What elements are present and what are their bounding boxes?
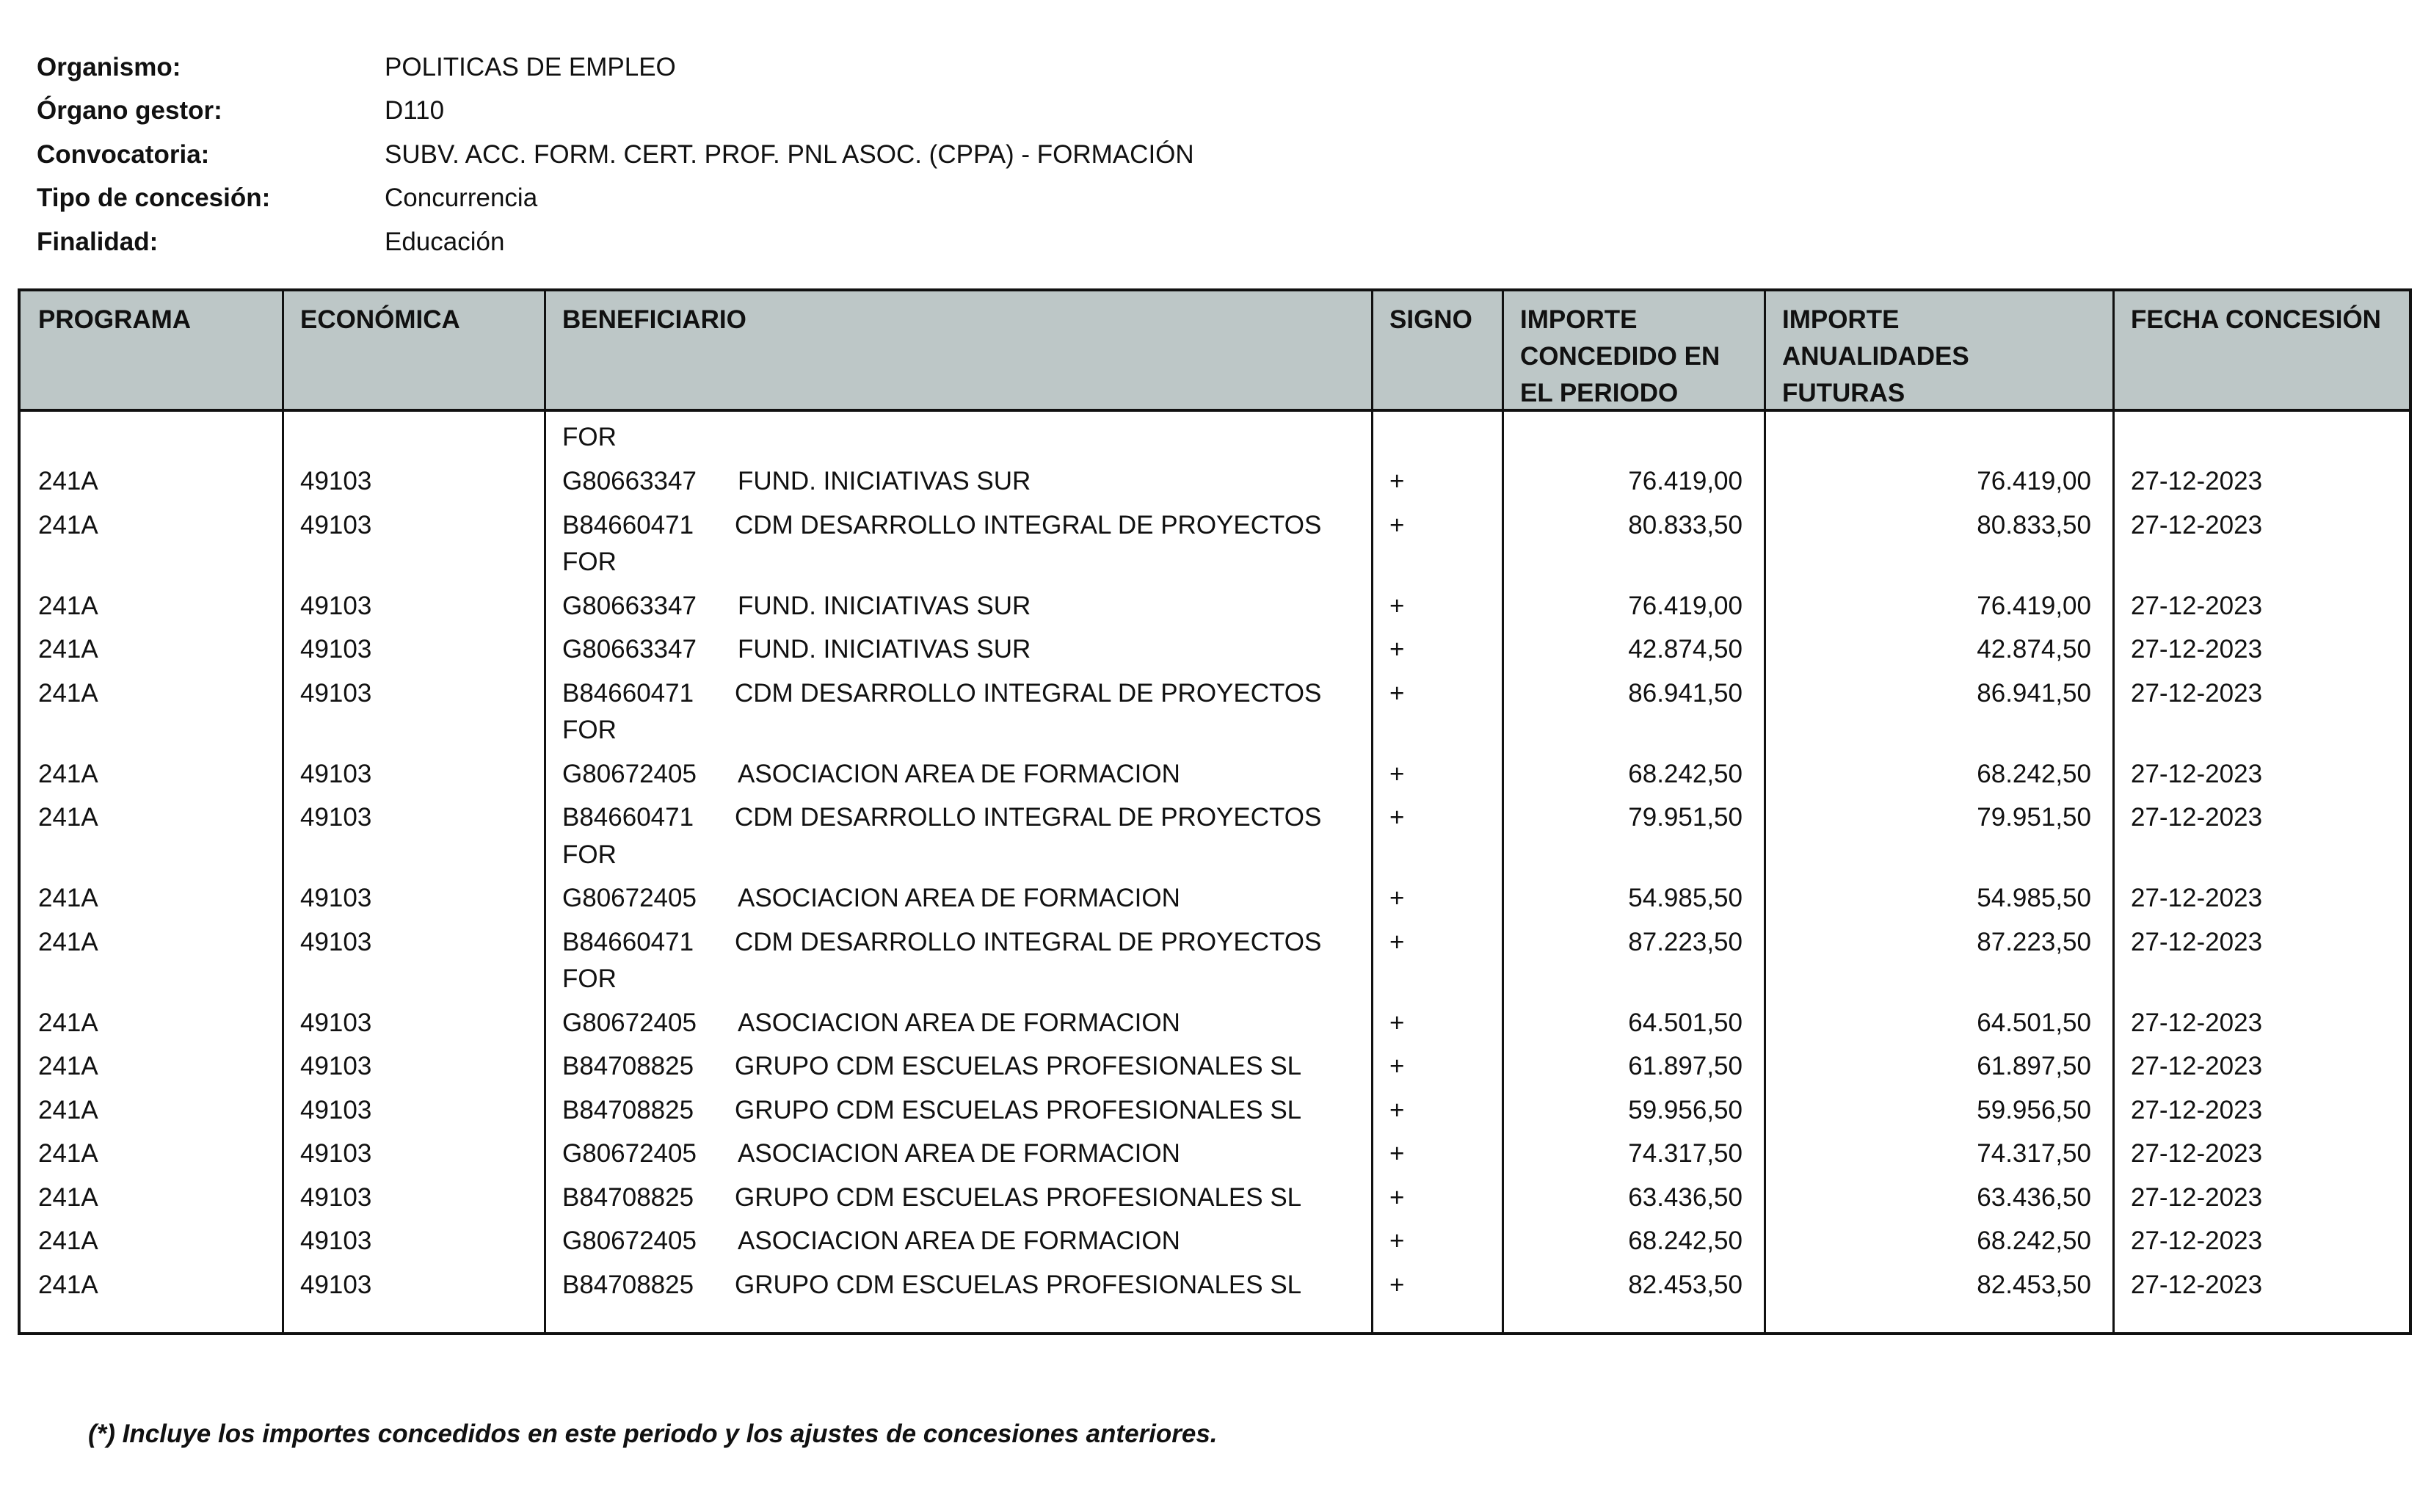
column-divider bbox=[282, 291, 284, 1332]
cell-importe-futuras: 54.985,50 bbox=[1977, 884, 2091, 912]
footnote: (*) Incluye los importes concedidos en este periodo y los ajustes de concesiones anteriores. bbox=[88, 1420, 1218, 1448]
cell-programa: 241A bbox=[38, 1095, 98, 1124]
cell-fecha: 27-12-2023 bbox=[2131, 1226, 2263, 1255]
cell-importe-periodo: 64.501,50 bbox=[1628, 1008, 1743, 1037]
cell-signo: + bbox=[1389, 591, 1405, 620]
cell-nif: B84708825 bbox=[562, 1095, 694, 1124]
cell-economica: 49103 bbox=[300, 803, 372, 832]
cell-programa: 241A bbox=[38, 591, 98, 620]
cell-fecha: 27-12-2023 bbox=[2131, 1095, 2263, 1124]
cell-programa: 241A bbox=[38, 510, 98, 539]
cell-programa: 241A bbox=[38, 467, 98, 495]
cell-importe-futuras: 87.223,50 bbox=[1977, 927, 2091, 956]
header-row-tipo-concesion bbox=[37, 177, 1194, 221]
cell-programa: 241A bbox=[38, 1139, 98, 1168]
cell-beneficiario-nombre: ASOCIACION AREA DE FORMACION bbox=[738, 1139, 1180, 1168]
document-header bbox=[37, 46, 1194, 264]
cell-fecha: 27-12-2023 bbox=[2131, 467, 2263, 495]
cell-signo: + bbox=[1389, 1139, 1405, 1168]
tipo-concesion-label: Tipo de concesión: bbox=[37, 183, 271, 213]
cell-signo: + bbox=[1389, 510, 1405, 539]
cell-beneficiario-nombre: ASOCIACION AREA DE FORMACION bbox=[738, 759, 1180, 788]
cell-beneficiario-nombre: FUND. INICIATIVAS SUR bbox=[738, 467, 1031, 495]
cell-economica: 49103 bbox=[300, 759, 372, 788]
cell-economica: 49103 bbox=[300, 467, 372, 495]
cell-programa: 241A bbox=[38, 635, 98, 664]
cell-economica: 49103 bbox=[300, 1095, 372, 1124]
cell-nif: B84708825 bbox=[562, 1270, 694, 1299]
cell-beneficiario-continuation: FOR bbox=[562, 964, 617, 993]
organismo-label: Organismo: bbox=[37, 52, 181, 81]
cell-importe-futuras: 76.419,00 bbox=[1977, 467, 2091, 495]
cell-nif: B84708825 bbox=[562, 1052, 694, 1080]
cell-fecha: 27-12-2023 bbox=[2131, 510, 2263, 539]
cell-beneficiario-continuation: FOR bbox=[562, 840, 617, 869]
cell-importe-futuras: 68.242,50 bbox=[1977, 759, 2091, 788]
cell-beneficiario-nombre: ASOCIACION AREA DE FORMACION bbox=[738, 1008, 1180, 1037]
cell-importe-futuras: 79.951,50 bbox=[1977, 803, 2091, 832]
cell-importe-futuras: 61.897,50 bbox=[1977, 1052, 2091, 1080]
cell-importe-periodo: 68.242,50 bbox=[1628, 759, 1743, 788]
table-header bbox=[21, 291, 2409, 412]
cell-programa: 241A bbox=[38, 1008, 98, 1037]
cell-beneficiario-nombre: GRUPO CDM ESCUELAS PROFESIONALES SL bbox=[735, 1182, 1302, 1212]
column-header-economica: ECONÓMICA bbox=[300, 305, 460, 334]
column-header-importe-futuras: IMPORTE ANUALIDADES FUTURAS bbox=[1782, 305, 1969, 407]
cell-signo: + bbox=[1389, 884, 1405, 912]
cell-importe-futuras: 74.317,50 bbox=[1977, 1139, 2091, 1168]
cell-nif: B84660471 bbox=[562, 927, 694, 956]
grants-table bbox=[18, 288, 2412, 1335]
cell-signo: + bbox=[1389, 1095, 1405, 1124]
cell-programa: 241A bbox=[38, 759, 98, 788]
cell-economica: 49103 bbox=[300, 1052, 372, 1080]
cell-nif: G80672405 bbox=[562, 1139, 697, 1168]
cell-economica: 49103 bbox=[300, 884, 372, 912]
cell-fecha: 27-12-2023 bbox=[2131, 759, 2263, 788]
cell-beneficiario-nombre: GRUPO CDM ESCUELAS PROFESIONALES SL bbox=[735, 1052, 1302, 1080]
cell-nif: G80672405 bbox=[562, 1008, 697, 1037]
cell-programa: 241A bbox=[38, 678, 98, 708]
cell-economica: 49103 bbox=[300, 510, 372, 539]
cell-beneficiario-continuation: FOR bbox=[562, 548, 617, 576]
cell-economica: 49103 bbox=[300, 678, 372, 708]
cell-programa: 241A bbox=[38, 1182, 98, 1212]
convocatoria-value: SUBV. ACC. FORM. CERT. PROF. PNL ASOC. (CPPA) - FORMACIÓN bbox=[385, 139, 1194, 169]
cell-nif: B84660471 bbox=[562, 803, 694, 832]
cell-importe-periodo: 76.419,00 bbox=[1628, 467, 1743, 495]
cell-beneficiario-nombre: CDM DESARROLLO INTEGRAL DE PROYECTOS bbox=[735, 927, 1322, 956]
cell-programa: 241A bbox=[38, 1052, 98, 1080]
cell-nif: G80663347 bbox=[562, 635, 697, 664]
cell-importe-futuras: 42.874,50 bbox=[1977, 635, 2091, 664]
cell-importe-periodo: 74.317,50 bbox=[1628, 1139, 1743, 1168]
cell-signo: + bbox=[1389, 1226, 1405, 1255]
cell-fecha: 27-12-2023 bbox=[2131, 1270, 2263, 1299]
cell-importe-futuras: 86.941,50 bbox=[1977, 678, 2091, 708]
convocatoria-label: Convocatoria: bbox=[37, 139, 210, 169]
cell-beneficiario-nombre: GRUPO CDM ESCUELAS PROFESIONALES SL bbox=[735, 1270, 1302, 1299]
cell-signo: + bbox=[1389, 635, 1405, 664]
header-row-finalidad bbox=[37, 220, 1194, 264]
cell-nif: G80663347 bbox=[562, 591, 697, 620]
cell-beneficiario-nombre: FUND. INICIATIVAS SUR bbox=[738, 591, 1031, 620]
column-header-programa: PROGRAMA bbox=[38, 305, 192, 334]
continuation-text: FOR bbox=[562, 423, 617, 451]
cell-importe-periodo: 63.436,50 bbox=[1628, 1182, 1743, 1212]
cell-economica: 49103 bbox=[300, 1182, 372, 1212]
cell-fecha: 27-12-2023 bbox=[2131, 591, 2263, 620]
cell-importe-periodo: 76.419,00 bbox=[1628, 591, 1743, 620]
cell-economica: 49103 bbox=[300, 1226, 372, 1255]
header-row-organo-gestor bbox=[37, 90, 1194, 134]
cell-programa: 241A bbox=[38, 1226, 98, 1255]
column-header-signo: SIGNO bbox=[1389, 305, 1472, 334]
cell-importe-futuras: 68.242,50 bbox=[1977, 1226, 2091, 1255]
cell-beneficiario-nombre: CDM DESARROLLO INTEGRAL DE PROYECTOS bbox=[735, 803, 1322, 832]
cell-importe-futuras: 80.833,50 bbox=[1977, 510, 2091, 539]
cell-importe-futuras: 63.436,50 bbox=[1977, 1182, 2091, 1212]
cell-nif: G80672405 bbox=[562, 1226, 697, 1255]
column-divider bbox=[1502, 291, 1504, 1332]
cell-importe-periodo: 68.242,50 bbox=[1628, 1226, 1743, 1255]
cell-importe-periodo: 61.897,50 bbox=[1628, 1052, 1743, 1080]
cell-economica: 49103 bbox=[300, 591, 372, 620]
cell-importe-periodo: 59.956,50 bbox=[1628, 1095, 1743, 1124]
cell-beneficiario-continuation: FOR bbox=[562, 716, 617, 744]
organismo-value: POLITICAS DE EMPLEO bbox=[385, 52, 676, 81]
cell-importe-futuras: 59.956,50 bbox=[1977, 1095, 2091, 1124]
cell-nif: G80672405 bbox=[562, 884, 697, 912]
cell-importe-periodo: 82.453,50 bbox=[1628, 1270, 1743, 1299]
finalidad-label: Finalidad: bbox=[37, 227, 159, 256]
finalidad-value: Educación bbox=[385, 227, 505, 256]
column-divider bbox=[2112, 291, 2115, 1332]
column-divider bbox=[544, 291, 546, 1332]
cell-signo: + bbox=[1389, 1008, 1405, 1037]
cell-importe-periodo: 80.833,50 bbox=[1628, 510, 1743, 539]
cell-importe-futuras: 76.419,00 bbox=[1977, 591, 2091, 620]
cell-signo: + bbox=[1389, 1270, 1405, 1299]
organo-gestor-label: Órgano gestor: bbox=[37, 96, 222, 126]
cell-signo: + bbox=[1389, 1052, 1405, 1080]
cell-programa: 241A bbox=[38, 927, 98, 956]
cell-importe-periodo: 79.951,50 bbox=[1628, 803, 1743, 832]
cell-economica: 49103 bbox=[300, 927, 372, 956]
header-row-convocatoria bbox=[37, 133, 1194, 177]
cell-signo: + bbox=[1389, 927, 1405, 956]
cell-fecha: 27-12-2023 bbox=[2131, 678, 2263, 708]
cell-nif: G80672405 bbox=[562, 759, 697, 788]
cell-importe-periodo: 42.874,50 bbox=[1628, 635, 1743, 664]
cell-beneficiario-nombre: GRUPO CDM ESCUELAS PROFESIONALES SL bbox=[735, 1095, 1302, 1124]
cell-fecha: 27-12-2023 bbox=[2131, 803, 2263, 832]
column-divider bbox=[1371, 291, 1373, 1332]
cell-fecha: 27-12-2023 bbox=[2131, 884, 2263, 912]
cell-nif: B84660471 bbox=[562, 510, 694, 539]
organo-gestor-value: D110 bbox=[385, 96, 445, 126]
cell-economica: 49103 bbox=[300, 1008, 372, 1037]
cell-nif: B84708825 bbox=[562, 1182, 694, 1212]
cell-importe-periodo: 86.941,50 bbox=[1628, 678, 1743, 708]
cell-fecha: 27-12-2023 bbox=[2131, 635, 2263, 664]
cell-economica: 49103 bbox=[300, 635, 372, 664]
cell-signo: + bbox=[1389, 467, 1405, 495]
cell-nif: G80663347 bbox=[562, 467, 697, 495]
cell-programa: 241A bbox=[38, 1270, 98, 1299]
cell-economica: 49103 bbox=[300, 1139, 372, 1168]
cell-signo: + bbox=[1389, 803, 1405, 832]
column-header-importe-periodo: IMPORTE CONCEDIDO EN EL PERIODO bbox=[1520, 305, 1720, 407]
cell-beneficiario-nombre: ASOCIACION AREA DE FORMACION bbox=[738, 884, 1180, 912]
cell-importe-futuras: 64.501,50 bbox=[1977, 1008, 2091, 1037]
column-header-beneficiario: BENEFICIARIO bbox=[562, 305, 746, 334]
column-divider bbox=[1764, 291, 1766, 1332]
cell-economica: 49103 bbox=[300, 1270, 372, 1299]
cell-nif: B84660471 bbox=[562, 678, 694, 708]
cell-programa: 241A bbox=[38, 884, 98, 912]
cell-beneficiario-nombre: ASOCIACION AREA DE FORMACION bbox=[738, 1226, 1180, 1255]
cell-beneficiario-nombre: CDM DESARROLLO INTEGRAL DE PROYECTOS bbox=[735, 678, 1322, 708]
tipo-concesion-value: Concurrencia bbox=[385, 183, 538, 213]
cell-fecha: 27-12-2023 bbox=[2131, 1182, 2263, 1212]
cell-signo: + bbox=[1389, 678, 1405, 708]
cell-fecha: 27-12-2023 bbox=[2131, 1052, 2263, 1080]
cell-programa: 241A bbox=[38, 803, 98, 832]
cell-importe-periodo: 87.223,50 bbox=[1628, 927, 1743, 956]
cell-fecha: 27-12-2023 bbox=[2131, 1008, 2263, 1037]
cell-beneficiario-nombre: CDM DESARROLLO INTEGRAL DE PROYECTOS bbox=[735, 510, 1322, 539]
cell-fecha: 27-12-2023 bbox=[2131, 1139, 2263, 1168]
column-header-fecha: FECHA CONCESIÓN bbox=[2131, 305, 2381, 334]
cell-importe-futuras: 82.453,50 bbox=[1977, 1270, 2091, 1299]
cell-fecha: 27-12-2023 bbox=[2131, 927, 2263, 956]
header-row-organismo bbox=[37, 46, 1194, 90]
cell-signo: + bbox=[1389, 1182, 1405, 1212]
cell-signo: + bbox=[1389, 759, 1405, 788]
cell-importe-periodo: 54.985,50 bbox=[1628, 884, 1743, 912]
cell-beneficiario-nombre: FUND. INICIATIVAS SUR bbox=[738, 635, 1031, 664]
